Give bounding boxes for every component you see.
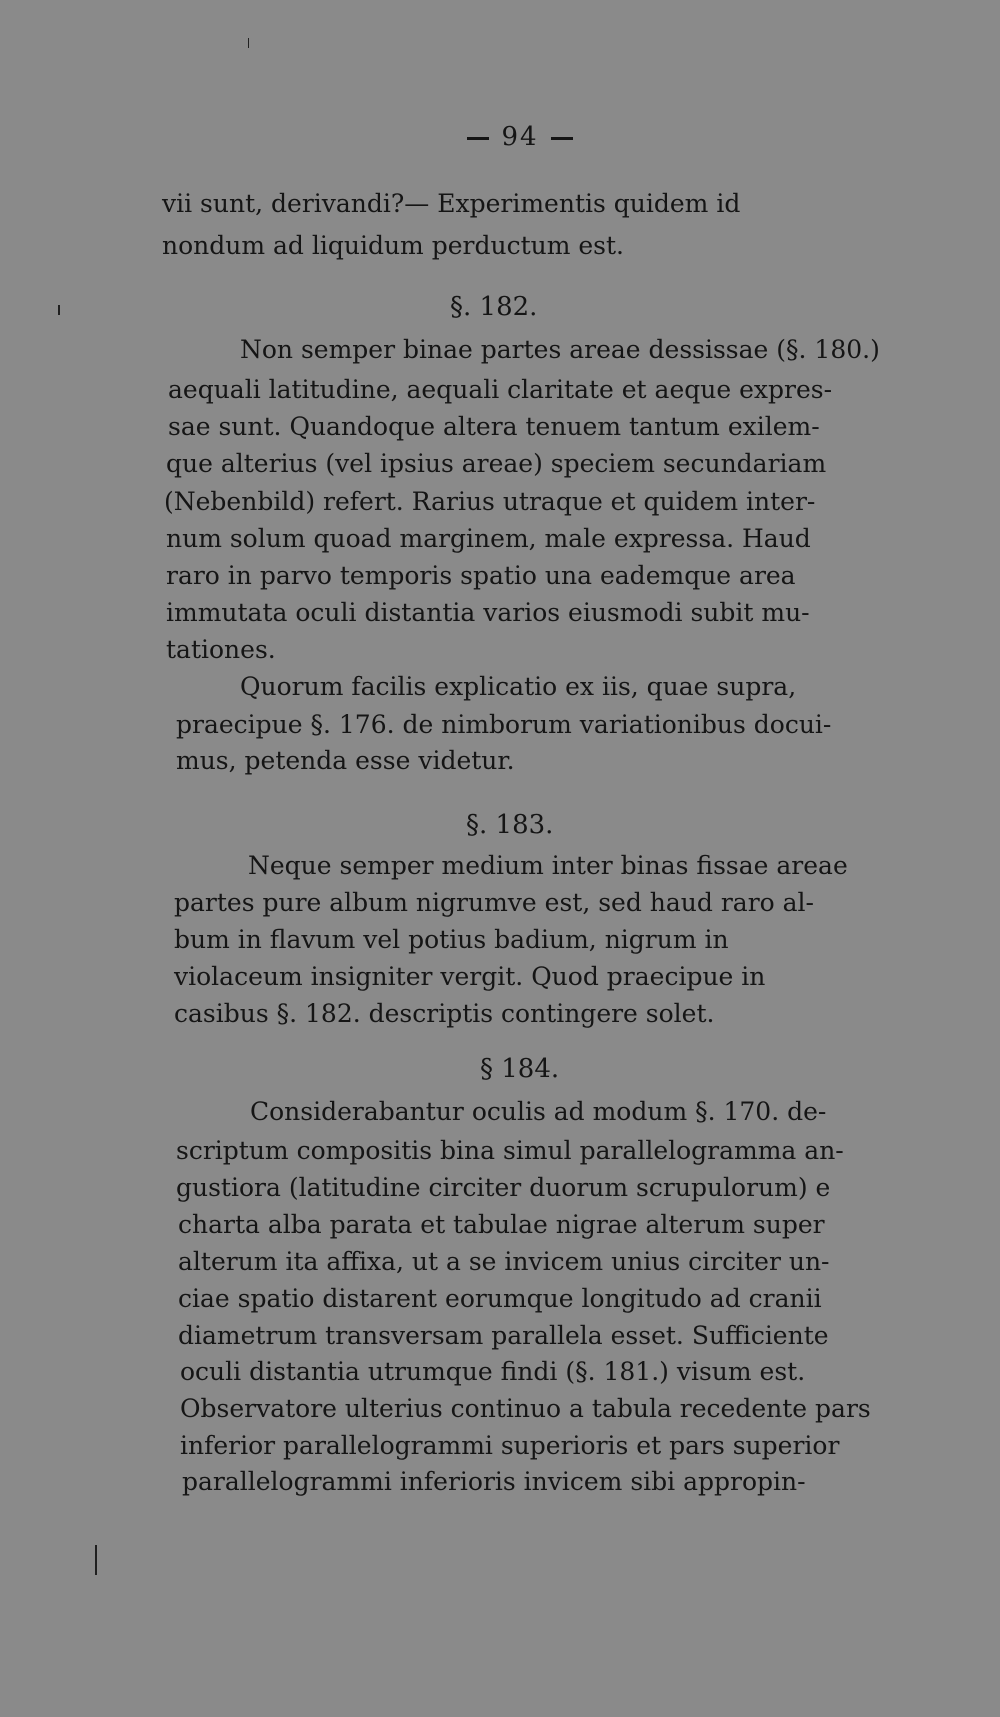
text-line: alterum ita affixa, ut a se invicem unius circiter un- bbox=[178, 1247, 830, 1276]
text-line: casibus §. 182. descriptis contingere solet. bbox=[174, 999, 715, 1028]
text-line: num solum quoad marginem, male expressa. Haud bbox=[166, 524, 811, 553]
text-line: charta alba parata et tabulae nigrae alterum super bbox=[178, 1210, 825, 1239]
text-line: partes pure album nigrumve est, sed haud raro al- bbox=[174, 888, 815, 917]
scan-mark bbox=[248, 38, 249, 48]
text-line: oculi distantia utrumque findi (§. 181.) visum est. bbox=[180, 1357, 806, 1386]
text-line: praecipue §. 176. de nimborum variationibus docui- bbox=[176, 710, 832, 739]
text-line: parallelogrammi inferioris invicem sibi appropin- bbox=[182, 1467, 806, 1496]
text-line: Non semper binae partes areae dessissae (§. 180.) bbox=[240, 335, 880, 364]
text-line: ciae spatio distarent eorumque longitudo ad cranii bbox=[178, 1284, 822, 1313]
text-line: violaceum insigniter vergit. Quod praecipue in bbox=[174, 962, 766, 991]
text-line: diametrum transversam parallela esset. Sufficiente bbox=[178, 1321, 829, 1350]
page-number-text: 94 bbox=[501, 122, 539, 152]
text-line: bum in flavum vel potius badium, nigrum in bbox=[174, 925, 729, 954]
section-heading-184: § 184. bbox=[480, 1054, 560, 1084]
text-line: nondum ad liquidum perductum est. bbox=[162, 231, 624, 260]
scan-mark bbox=[58, 305, 60, 315]
text-line: mus, petenda esse videtur. bbox=[176, 746, 515, 775]
text-line: aequali latitudine, aequali claritate et aeque expres- bbox=[168, 375, 833, 404]
text-line: Quorum facilis explicatio ex iis, quae supra, bbox=[240, 672, 797, 701]
text-line-content: vii sunt, derivandi?— Experimentis quidem id bbox=[162, 189, 741, 218]
text-line: sae sunt. Quandoque altera tenuem tantum exilem- bbox=[168, 412, 820, 441]
text-line: Neque semper medium inter binas fissae areae bbox=[248, 851, 848, 880]
section-heading-182: §. 182. bbox=[450, 292, 538, 322]
right-dash bbox=[551, 137, 573, 140]
page-number bbox=[440, 122, 600, 152]
text-line: tationes. bbox=[166, 635, 276, 664]
text-line: Considerabantur oculis ad modum §. 170. de- bbox=[250, 1097, 827, 1126]
text-line: (Nebenbild) refert. Rarius utraque et quidem inter- bbox=[164, 487, 816, 516]
text-line: scriptum compositis bina simul parallelogramma an- bbox=[176, 1136, 844, 1165]
scan-mark bbox=[95, 1545, 97, 1575]
text-line: raro in parvo temporis spatio una eademque area bbox=[166, 561, 796, 590]
text-line: gustiora (latitudine circiter duorum scrupulorum) e bbox=[176, 1173, 831, 1202]
text-line: que alterius (vel ipsius areae) speciem secundariam bbox=[166, 449, 827, 478]
section-heading-183: §. 183. bbox=[466, 810, 554, 840]
text-line: inferior parallelogrammi superioris et pars superior bbox=[180, 1431, 840, 1460]
text-line bbox=[162, 189, 895, 219]
left-dash bbox=[467, 137, 489, 140]
text-line: Observatore ulterius continuo a tabula recedente pars bbox=[180, 1394, 871, 1423]
text-line: immutata oculi distantia varios eiusmodi subit mu- bbox=[166, 598, 810, 627]
